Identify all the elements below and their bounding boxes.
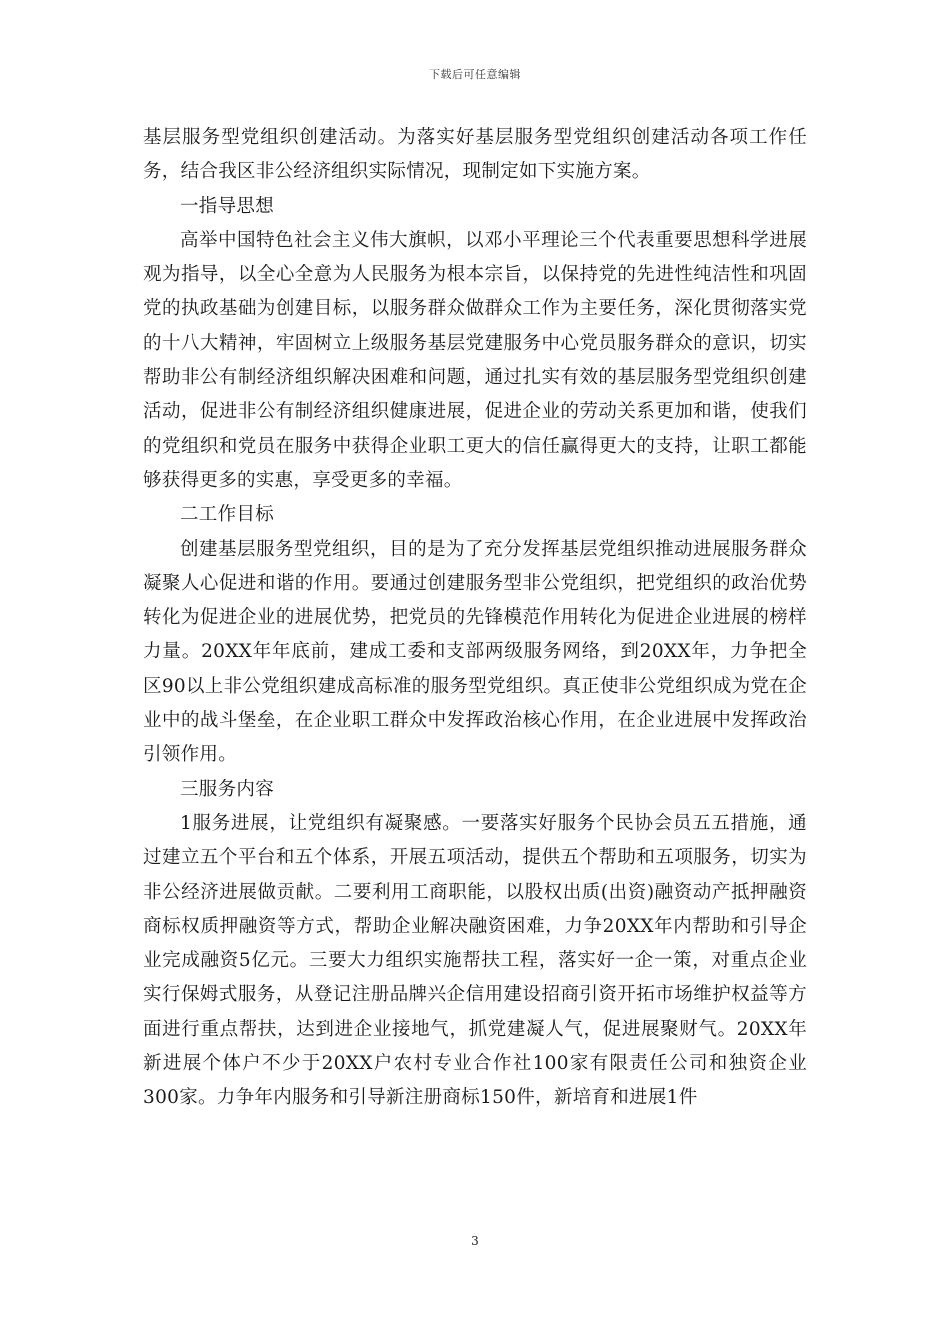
paragraph-service-content: 1服务进展，让党组织有凝聚感。一要落实好服务个民协会员五五措施，通过建立五个平台和五个体系，开展五项活动，提供五个帮助和五项服务，切实为非公经济进展做贡献。二要利用工商职能，以股权出质(出资)融资动产抵押融资商标权质押融资等方式，帮助企业解决融资困难，力争20XX年内帮助和引导企业完成融资5亿元。三要大力组织实施帮扶工程，落实好一企一策，对重点企业实行保姆式服务，从登记注册品牌兴企信用建设招商引资开拓市场维护权益等方面进行重点帮扶，达到进企业接地气，抓党建凝人气，促进展聚财气。20XX年新进展个体户不少于20XX户农村专业合作社100家有限责任公司和独资企业300家。力争年内服务和引导新注册商标150件，新培育和进展1件 <box>143 812 807 1109</box>
paragraph-intro-continuation: 基层服务型党组织创建活动。为落实好基层服务型党组织创建活动各项工作任务，结合我区非公经济组织实际情况，现制定如下实施方案。 <box>143 127 807 183</box>
header-note: 下载后可任意编辑 <box>429 68 521 81</box>
section-heading-work-goals: 二工作目标 <box>180 504 275 526</box>
paragraph-work-goals: 创建基层服务型党组织，目的是为了充分发挥基层党组织推动进展服务群众凝聚人心促进和谐的作用。要通过创建服务型非公党组织，把党组织的政治优势转化为促进企业的进展优势，把党员的先锋模范作用转化为促进企业进展的榜样力量。20XX年年底前，建成工委和支部两级服务网络，到20XX年，力争把全区90以上非公党组织建成高标准的服务型党组织。真正使非公党组织成为党在企业中的战斗堡垒，在企业职工群众中发挥政治核心作用，在企业进展中发挥政治引领作用。 <box>143 538 807 766</box>
paragraph-guiding-ideology: 高举中国特色社会主义伟大旗帜，以邓小平理论三个代表重要思想科学进展观为指导，以全心全意为人民服务为根本宗旨，以保持党的先进性纯洁性和巩固党的执政基础为创建目标，以服务群众做群众工作为主要任务，深化贯彻落实党的十八大精神，牢固树立上级服务基层党建服务中心党员服务群众的意识，切实帮助非公有制经济组织解决困难和问题，通过扎实有效的基层服务型党组织创建活动，促进非公有制经济组织健康进展，促进企业的劳动关系更加和谐，使我们的党组织和党员在服务中获得企业职工更大的信任赢得更大的支持，让职工都能够获得更多的实惠，享受更多的幸福。 <box>143 229 807 491</box>
section-heading-service-content: 三服务内容 <box>180 778 275 800</box>
page-number: 3 <box>471 1234 479 1248</box>
document-body <box>143 121 807 1116</box>
section-heading-guiding-ideology: 一指导思想 <box>180 195 275 217</box>
